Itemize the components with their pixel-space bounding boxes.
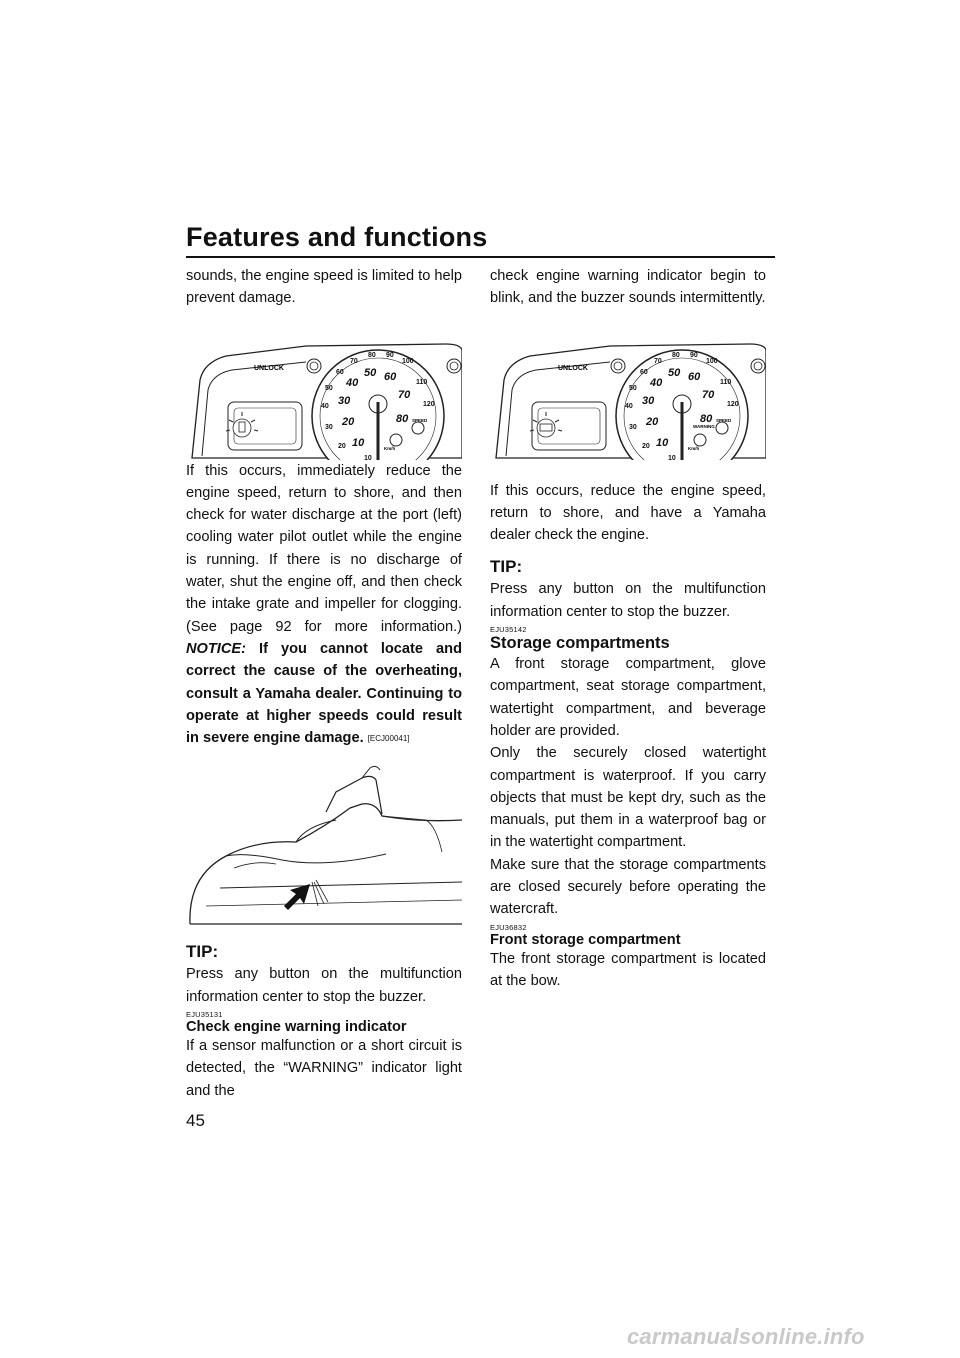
right-tip-heading: TIP: <box>490 557 523 577</box>
gauge-inner-10: 10 <box>352 436 365 449</box>
gauge-tick-90: 90 <box>690 351 698 359</box>
overheat-instructions: If this occurs, immediately reduce the engine speed, return to shore, and then check for water discharge at the port (left) cooling water pilot outlet while the engine is running. If there is no discharge of water, shut the engine off, and then check the intake grate and impeller for clogging. (See page 92 for more information.) <box>186 462 462 635</box>
page-title: Features and functions <box>186 222 488 252</box>
gauge-tick-60: 60 <box>336 368 344 376</box>
left-tip-heading: TIP: <box>186 942 219 962</box>
gauge-tick-50: 50 <box>325 384 333 392</box>
gauge-tick-10: 10 <box>364 454 372 460</box>
gauge-tick-70: 70 <box>654 357 662 365</box>
gauge-tick-10: 10 <box>668 454 676 460</box>
notice-label: NOTICE: <box>186 640 246 657</box>
watercraft-figure <box>186 756 462 931</box>
gauge-units-label: Km/h <box>384 445 396 451</box>
gauge-speed-label: SPEED <box>412 417 428 423</box>
gauge-units-label: Km/h <box>688 445 700 451</box>
gauge-inner-50: 50 <box>364 366 377 379</box>
gauge-tick-30: 30 <box>325 423 333 431</box>
storage-heading: Storage compartments <box>490 634 670 653</box>
gauge-tick-100: 100 <box>706 357 718 365</box>
right-column <box>490 265 766 992</box>
left-paragraph-1: sounds, the engine speed is limited to help prevent damage. <box>186 268 462 307</box>
footer-watermark[interactable]: carmanualsonline.info <box>627 1324 865 1349</box>
gauge-tick-110: 110 <box>720 378 732 386</box>
gauge-inner-80: 80 <box>396 412 409 425</box>
gauge-tick-80: 80 <box>672 351 680 359</box>
gauge-tick-120: 120 <box>727 400 739 408</box>
gauge-speed-label: SPEED <box>716 417 732 423</box>
gauge-inner-20: 20 <box>646 415 659 428</box>
gauge-tick-100: 100 <box>402 357 414 365</box>
check-engine-text: If a sensor malfunction or a short circuit is detected, the “WARNING” indicator light and the <box>186 1038 462 1099</box>
gauge-tick-40: 40 <box>625 402 633 410</box>
storage-paragraph-1: A front storage compartment, glove compartment, seat storage compartment, watertight compartment, and beverage holder are provided. <box>490 656 766 739</box>
cooling-water-outlet-arrow <box>284 884 310 910</box>
right-paragraph-2: If this occurs, reduce the engine speed, return to shore, and have a Yamaha dealer check the engine. <box>490 482 766 544</box>
gauge-tick-80: 80 <box>368 351 376 359</box>
gauge-figure-overheat <box>186 310 462 460</box>
gauge-unlock-label: UNLOCK <box>558 364 588 372</box>
front-storage-text: The front storage compartment is located at the bow. <box>490 950 766 989</box>
storage-paragraph-2: Only the securely closed watertight compartment is waterproof. If you carry objects that must be kept dry, such as the manuals, put them in a waterproof bag or in the watertight compartment. <box>490 745 766 851</box>
title-rule <box>186 256 775 258</box>
gauge-inner-30: 30 <box>642 394 655 407</box>
right-paragraph-1: check engine warning indicator begin to blink, and the buzzer sounds intermittently. <box>490 268 766 307</box>
front-storage-heading: Front storage compartment <box>490 931 681 948</box>
gauge-tick-90: 90 <box>386 351 394 359</box>
left-column <box>186 265 462 1102</box>
notice-text: If you cannot locate and correct the cause of the overheating, consult a Yamaha dealer. Continuing to operate at higher speeds could result in severe engine damage. <box>186 640 462 747</box>
gauge-inner-10: 10 <box>656 436 669 449</box>
gauge-tick-70: 70 <box>350 357 358 365</box>
gauge-tick-40: 40 <box>321 402 329 410</box>
gauge-inner-40: 40 <box>650 376 663 389</box>
gauge-inner-30: 30 <box>338 394 351 407</box>
gauge-warning-label: WARNING <box>693 423 715 429</box>
left-paragraph-2 <box>186 460 462 751</box>
gauge-tick-120: 120 <box>423 400 435 408</box>
gauge-inner-40: 40 <box>346 376 359 389</box>
gauge-inner-70: 70 <box>398 388 411 401</box>
gauge-figure-warning <box>490 310 766 460</box>
left-tip-text: Press any button on the multifunction information center to stop the buzzer. <box>186 966 462 1005</box>
page-number: 45 <box>186 1111 205 1130</box>
gauge-inner-20: 20 <box>342 415 355 428</box>
gauge-tick-110: 110 <box>416 378 428 386</box>
storage-paragraph-3: Make sure that the storage compartments are closed securely before operating the watercraft. <box>490 856 766 918</box>
gauge-tick-50: 50 <box>629 384 637 392</box>
check-engine-heading: Check engine warning indicator <box>186 1019 407 1036</box>
right-tip-text: Press any button on the multifunction information center to stop the buzzer. <box>490 581 766 620</box>
gauge-tick-20: 20 <box>642 442 650 450</box>
gauge-inner-80: 80 <box>700 412 713 425</box>
storage-section-code: EJU35142 <box>490 625 527 635</box>
gauge-tick-20: 20 <box>338 442 346 450</box>
front-storage-code: EJU36832 <box>490 922 527 932</box>
gauge-inner-70: 70 <box>702 388 715 401</box>
gauge-inner-50: 50 <box>668 366 681 379</box>
gauge-tick-60: 60 <box>640 368 648 376</box>
notice-code: [ECJ00041] <box>367 734 410 744</box>
gauge-inner-60: 60 <box>384 370 397 383</box>
gauge-inner-60: 60 <box>688 370 701 383</box>
gauge-tick-30: 30 <box>629 423 637 431</box>
left-section-code: EJU35131 <box>186 1010 223 1020</box>
gauge-unlock-label: UNLOCK <box>254 364 284 372</box>
